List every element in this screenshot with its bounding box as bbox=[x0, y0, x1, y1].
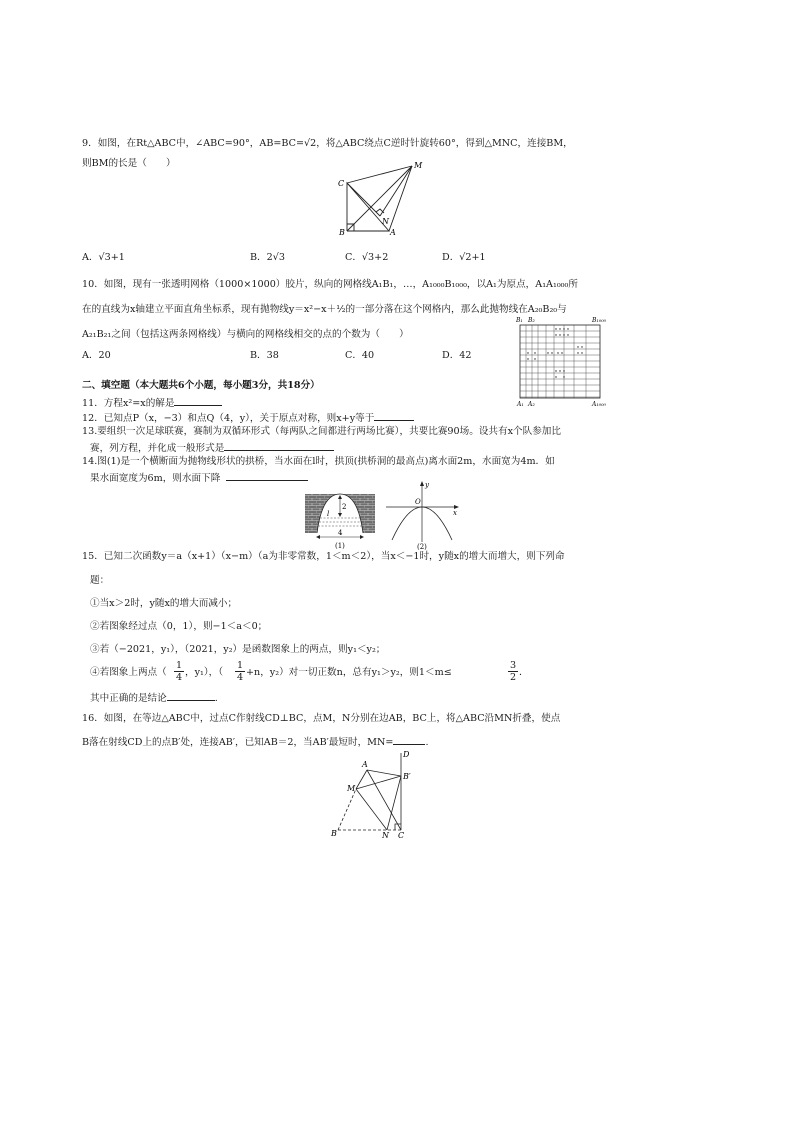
q15-conclusion-label: 其中正确的是结论 bbox=[90, 693, 167, 704]
section2-title: 二、填空题（本大题共6个小题，每小题3分，共18分） bbox=[82, 380, 320, 391]
q14-line1: 14.图(1)是一个横断面为抛物线形状的拱桥，当水面在l时，拱顶(拱桥洞的最高点)离水面2m，水面宽为4m．如 bbox=[82, 456, 555, 467]
q11-label: 11．方程x²=x的解是 bbox=[82, 398, 175, 409]
q11-answer-blank[interactable] bbox=[174, 396, 222, 406]
q16-label: B落在射线CD上的点B′处，连接AB′，已知AB＝2，当AB′最短时，MN= bbox=[82, 737, 394, 748]
q10-grid-dot bbox=[567, 334, 568, 335]
q15-frac3-den: 2 bbox=[509, 672, 517, 683]
q16-segment-nbp bbox=[387, 776, 401, 830]
q16-label-bprime: B′ bbox=[403, 772, 411, 781]
q13-label: 赛，列方程，并化成一般形式是 bbox=[90, 443, 225, 454]
q10-grid-dot bbox=[563, 370, 564, 371]
q16-segment-abp bbox=[367, 770, 401, 776]
q10-grid-figure bbox=[508, 313, 618, 408]
q16-label-d: D bbox=[403, 750, 410, 759]
q15-frac1-num: 1 bbox=[175, 660, 183, 671]
q12-answer-blank[interactable] bbox=[374, 411, 414, 421]
q14-caption-2: (2) bbox=[417, 543, 427, 550]
q10-option-d: D．42 bbox=[442, 350, 472, 361]
q14-line2 bbox=[90, 471, 308, 485]
q15-frac2-num: 1 bbox=[236, 660, 244, 671]
q10-grid-dot bbox=[577, 346, 578, 347]
q10-grid-dot bbox=[563, 328, 564, 329]
q16-answer-blank[interactable] bbox=[393, 735, 425, 745]
q14-caption-1: (1) bbox=[335, 542, 345, 550]
q9-triangle-figure bbox=[330, 158, 430, 236]
q10-line2: 在的直线为x轴建立平面直角坐标系，现有抛物线y＝x²−x＋½的一部分落在这个网格内，那么此抛物线在A₂₀B₂₀与 bbox=[82, 304, 567, 315]
q10-grid-lines bbox=[520, 325, 600, 398]
q14-label-height: 2 bbox=[342, 503, 347, 511]
q15-statement-4-part-c: +n，y₂）对一切正数n，总有y₁＞y₂，则1＜m≤ bbox=[246, 667, 452, 678]
q14-y-axis-arrow bbox=[420, 481, 424, 486]
q10-grid-dot bbox=[555, 328, 556, 329]
q15-frac1 bbox=[174, 660, 184, 683]
q14-parabola-figure bbox=[382, 478, 464, 550]
q14-answer-blank[interactable] bbox=[226, 471, 308, 481]
q10-label-b1: B₁ bbox=[516, 317, 523, 324]
q14-label-y: y bbox=[425, 481, 429, 489]
q9-segment-bm bbox=[347, 166, 412, 231]
q10-option-b: B．38 bbox=[250, 350, 279, 361]
q14-bridge-figure bbox=[300, 488, 380, 550]
q13-answer-blank[interactable] bbox=[224, 441, 334, 451]
q10-grid-dot bbox=[563, 376, 564, 377]
q15-line2: 题： bbox=[90, 575, 110, 586]
q10-label-b2: B₂ bbox=[528, 317, 535, 324]
q13-line1: 13.要组织一次足球联赛，赛制为双循环形式（每两队之间都进行两场比赛），共要比赛90场。设共有x个队参加比 bbox=[82, 426, 561, 437]
q16-segment-mn bbox=[356, 789, 387, 830]
q12-label: 12．已知点P（x，−3）和点Q（4，y），关于原点对称，则x+y等于 bbox=[82, 413, 375, 424]
q16-fold-figure bbox=[326, 748, 418, 840]
q10-label-a1000: A₁₀₀₀ bbox=[592, 401, 606, 408]
q10-grid-dot bbox=[527, 358, 528, 359]
q10-grid-dot bbox=[559, 328, 560, 329]
q16-label-a: A bbox=[362, 760, 368, 769]
q16-label-b: B bbox=[331, 829, 337, 838]
q15-frac3-num: 3 bbox=[509, 660, 517, 671]
q12-text bbox=[82, 411, 414, 425]
q15-statement-1: ①当x＞2时，y随x的增大而减小； bbox=[90, 598, 238, 609]
q10-grid-dot bbox=[561, 352, 562, 353]
q9-segment-am bbox=[389, 166, 412, 231]
q14-arrow-left bbox=[316, 535, 320, 539]
q10-grid-dot bbox=[551, 352, 552, 353]
q16-label-c: C bbox=[398, 831, 405, 840]
q15-answer-blank[interactable] bbox=[167, 691, 215, 701]
q9-label-a: A bbox=[390, 228, 396, 236]
q16-line1: 16．如图，在等边△ABC中，过点C作射线CD⊥BC，点M，N分别在边AB，BC上，将△ABC沿MN折叠，使点 bbox=[82, 713, 561, 724]
q10-grid-dot bbox=[547, 352, 548, 353]
q14-label: 果水面宽度为6m，则水面下降 bbox=[90, 473, 221, 484]
q9-line1: 9．如图，在Rt△ABC中，∠ABC=90°，AB=BC=√2，将△ABC绕点C逆时针旋转60°，得到△MNC，连接BM， bbox=[82, 138, 573, 149]
q9-option-b: B．2√3 bbox=[250, 252, 285, 263]
q10-option-c: C．40 bbox=[345, 350, 375, 361]
q15-frac1-den: 4 bbox=[175, 672, 183, 683]
q14-label-o: O bbox=[415, 498, 421, 506]
q10-label-a1: A₁ bbox=[517, 401, 524, 408]
q14-arrow-right bbox=[360, 535, 364, 539]
q16-label-m: M bbox=[347, 784, 356, 793]
q15-statement-4-part-b: ，y₁），（ bbox=[185, 667, 224, 678]
q13-line2 bbox=[90, 441, 334, 455]
q9-line2: 则BM的长是（ ） bbox=[82, 158, 176, 169]
q10-line1: 10．如图，现有一张透明网格（1000×1000）胶片，纵向的网格线A₁B₁，…，A₁₀₀₀B₁₀₀₀，以A₁为原点，A₁A₁₀₀₀所 bbox=[82, 279, 578, 290]
q16-segment-bm-dashed bbox=[338, 789, 356, 830]
q14-label-x: x bbox=[453, 509, 457, 517]
q14-label-l: l bbox=[327, 510, 330, 518]
q16-label-n: N bbox=[382, 831, 389, 840]
q15-frac3 bbox=[508, 660, 518, 683]
q9-segment-cn bbox=[347, 183, 380, 216]
q10-grid-dot bbox=[555, 376, 556, 377]
q9-option-a: A．√3+1 bbox=[82, 252, 125, 263]
q10-grid-dot bbox=[527, 352, 528, 353]
q9-label-m: M bbox=[414, 161, 423, 170]
q9-label-c: C bbox=[338, 179, 345, 188]
q10-option-a: A．20 bbox=[82, 350, 111, 361]
q15-frac2 bbox=[235, 660, 245, 683]
q15-statement-4-part-d: ． bbox=[519, 667, 529, 678]
q10-grid-dot bbox=[534, 352, 535, 353]
q16-line2: B落在射线CD上的点B′处，连接AB′，已知AB＝2，当AB′最短时，MN= . bbox=[82, 737, 429, 748]
q10-label-a2: A₂ bbox=[528, 401, 535, 408]
q10-grid-dot bbox=[567, 328, 568, 329]
q9-label-n: N bbox=[382, 217, 389, 226]
q9-option-c: C．√3+2 bbox=[345, 252, 389, 263]
q10-grid-dot bbox=[559, 334, 560, 335]
q10-line3: A₂₁B₂₁之间（包括这两条网格线）与横向的网格线相交的点的个数为（ ） bbox=[82, 329, 409, 340]
q15-statement-2: ②若图象经过点（0，1），则−1＜a＜0； bbox=[90, 621, 268, 632]
q15-line1: 15．已知二次函数y＝a（x+1）（x−m）（a为非零常数，1＜m＜2），当x＜−1时，y随x的增大而增大，则下列命 bbox=[82, 551, 565, 562]
q11-text bbox=[82, 396, 222, 410]
q10-grid-dot bbox=[581, 346, 582, 347]
q10-grid-dot bbox=[559, 370, 560, 371]
q9-label-b: B bbox=[339, 228, 345, 236]
q10-grid-dot bbox=[534, 358, 535, 359]
q9-option-d: D．√2+1 bbox=[442, 252, 486, 263]
q15-statement-3: ③若（−2021，y₁），（2021，y₂）是函数图象上的两点，则y₁＜y₂； bbox=[90, 644, 386, 655]
q10-grid-dot bbox=[555, 334, 556, 335]
q10-grid-dot bbox=[555, 370, 556, 371]
q15-frac2-den: 4 bbox=[236, 672, 244, 683]
q15-statement-4-part-a: ④若图象上两点（ bbox=[90, 667, 167, 678]
q10-grid-dot bbox=[563, 334, 564, 335]
q16-segment-ac bbox=[367, 770, 401, 830]
q10-grid-dot bbox=[577, 352, 578, 353]
q10-grid-dot bbox=[581, 352, 582, 353]
q10-grid-dots bbox=[527, 328, 582, 377]
q14-label-width: 4 bbox=[338, 529, 343, 537]
q15-conclusion: 其中正确的是结论 . bbox=[90, 693, 218, 704]
q10-grid-dot bbox=[557, 352, 558, 353]
q10-label-b1000: B₁₀₀₀ bbox=[592, 317, 607, 324]
